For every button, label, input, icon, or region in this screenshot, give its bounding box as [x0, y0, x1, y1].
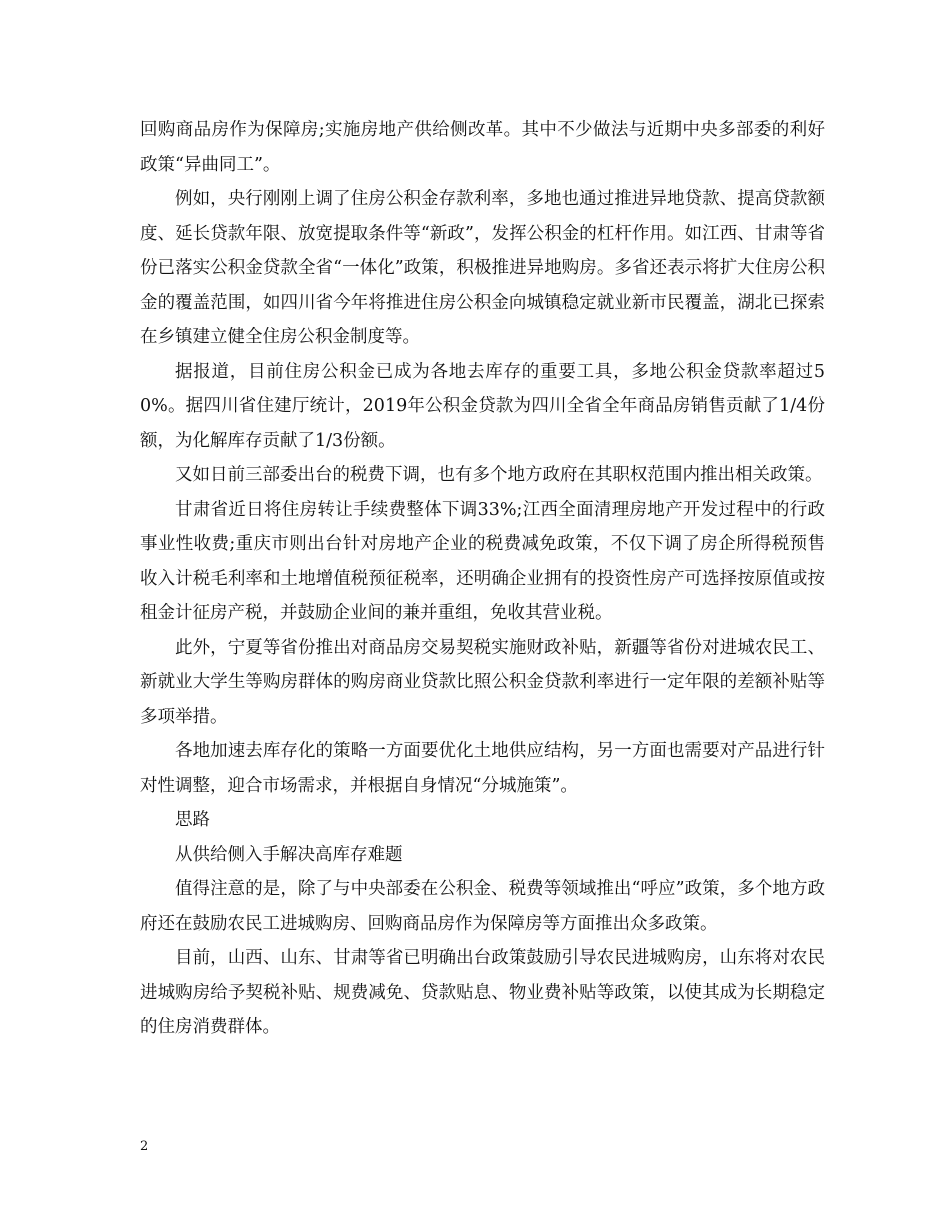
paragraph: 又如日前三部委出台的税费下调，也有多个地方政府在其职权范围内推出相关政策。 [175, 465, 823, 485]
paragraph-continuation: 回购商品房作为保障房;实施房地产供给侧改革。其中不少做法与近期中央多部委的利好政策“异曲同工”。 [140, 120, 825, 175]
page-number: 2 [140, 1139, 149, 1154]
paragraph: 此外，宁夏等省份推出对商品房交易契税实施财政补贴，新疆等省份对进城农民工、新就业大学生等购房群体的购房商业贷款比照公积金贷款利率进行一定年限的差额补贴等多项举措。 [140, 637, 825, 727]
paragraph: 目前，山西、山东、甘肃等省已明确出台政策鼓励引导农民进城购房，山东将对农民进城购房给予契税补贴、规费减免、贷款贴息、物业费补贴等政策，以使其成为长期稳定的住房消费群体。 [140, 948, 825, 1037]
paragraph: 各地加速去库存化的策略一方面要优化土地供应结构，另一方面也需要对产品进行针对性调整，迎合市场需求，并根据自身情况“分城施策”。 [140, 741, 825, 796]
section-subheading: 从供给侧入手解决高库存难题 [175, 844, 403, 865]
paragraph: 例如，央行刚刚上调了住房公积金存款利率，多地也通过推进异地贷款、提高贷款额度、延长贷款年限、放宽提取条件等“新政”，发挥公积金的杠杆作用。如江西、甘肃等省份已落实公积金贷款全省“一体化”政策，积极推进异地购房。多省还表示将扩大住房公积金的覆盖范围，如四川省今年将推进住房公积金向城镇稳定就业新市民覆盖，湖北已探索在乡镇建立健全住房公积金制度等。 [140, 189, 825, 347]
paragraph: 据报道，目前住房公积金已成为各地去库存的重要工具，多地公积金贷款率超过50%。据四川省住建厅统计，2019年公积金贷款为四川全省全年商品房销售贡献了1/4份额，为化解库存贡献了1/3份额。 [140, 361, 825, 451]
paragraph: 值得注意的是，除了与中央部委在公积金、税费等领域推出“呼应”政策，多个地方政府还在鼓励农民工进城购房、回购商品房作为保障房等方面推出众多政策。 [140, 879, 825, 934]
paragraph: 甘肃省近日将住房转让手续费整体下调33%;江西全面清理房地产开发过程中的行政事业性收费;重庆市则出台针对房地产企业的税费减免政策，不仅下调了房企所得税预售收入计税毛利率和土地增值税预征税率，还明确企业拥有的投资性房产可选择按原值或按租金计征房产税，并鼓励企业间的兼并重组，免收其营业税。 [140, 499, 825, 623]
section-heading: 思路 [175, 810, 210, 830]
body-text [140, 113, 825, 1045]
